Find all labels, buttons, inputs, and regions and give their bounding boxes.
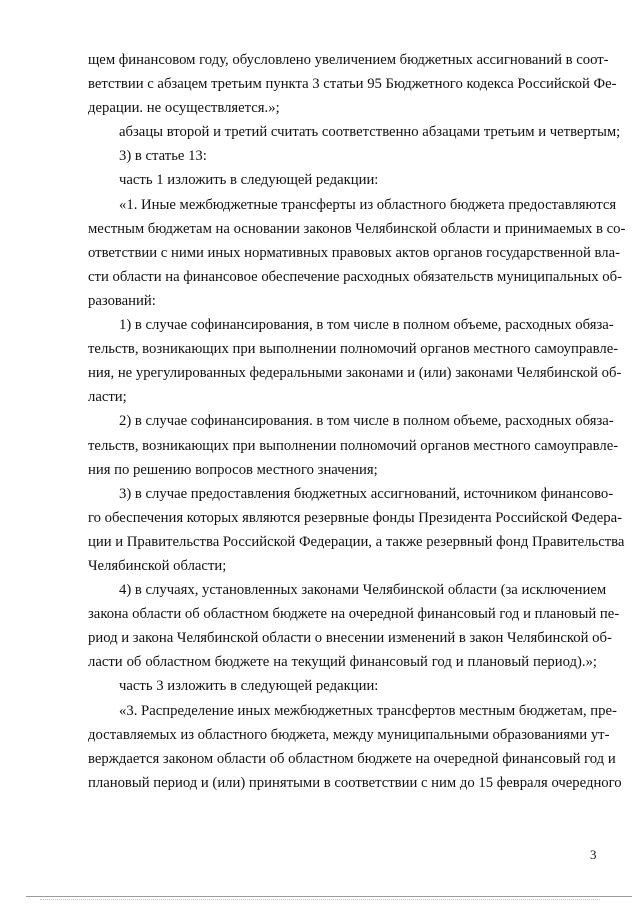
text-line: тельств, возникающих при выполнении полномочий органов местного самоуправле-: [88, 341, 619, 358]
text-line: «1. Иные межбюджетные трансферты из областного бюджета предоставляются: [119, 196, 617, 213]
text-line: ласти;: [88, 389, 127, 406]
text-line: верждается законом области об областном бюджете на очередной финансовый год и: [88, 750, 616, 767]
text-line: абзацы второй и третий считать соответственно абзацами третьим и четвертым;: [119, 124, 621, 141]
text-line: 4) в случаях, установленных законами Челябинской области (за исключением: [119, 582, 607, 599]
text-line: го обеспечения которых являются резервные фонды Президента Российской Федера-: [88, 509, 622, 526]
text-line: 2) в случае софинансирования. в том числе в полном объеме, расходных обяза-: [119, 413, 614, 430]
text-line: плановый период и (или) принятыми в соответствии с ним до 15 февраля очередного: [88, 774, 622, 791]
text-line: ответствии с ними иных нормативных правовых актов органов государственной вла-: [88, 244, 620, 261]
text-line: ветствии с абзацем третьим пункта 3 статьи 95 Бюджетного кодекса Российской Фе-: [88, 76, 617, 93]
text-line: риод и закона Челябинской области о внесении изменений в закон Челябинской об-: [88, 630, 612, 647]
text-line: закона области об областном бюджете на очередной финансовый год и плановый пе-: [88, 606, 620, 623]
text-line: доставляемых из областного бюджета, между муниципальными образованиями ут-: [88, 726, 610, 743]
text-line: сти области на финансовое обеспечение расходных обязательств муниципальных об-: [88, 268, 623, 285]
text-line: местным бюджетам на основании законов Челябинской области и принимаемых в со-: [88, 220, 626, 237]
document-body: [88, 48, 626, 795]
text-line: часть 3 изложить в следующей редакции:: [119, 678, 379, 695]
text-line: ции и Правительства Российской Федерации, а также резервный фонд Правительства: [88, 533, 625, 550]
text-line: ния по решению вопросов местного значения;: [88, 461, 378, 478]
text-line: ласти об областном бюджете на текущий финансовый год и плановый период).»;: [88, 654, 597, 671]
page-bottom-rule: [26, 896, 632, 897]
text-line: часть 1 изложить в следующей редакции:: [119, 172, 379, 189]
page-bottom-scan-edge: [40, 899, 600, 900]
text-line: «3. Распределение иных межбюджетных трансфертов местным бюджетам, пре-: [119, 702, 617, 719]
text-line: ния, не урегулированных федеральными законами и (или) законами Челябинской об-: [88, 365, 622, 382]
text-line: 3) в случае предоставления бюджетных ассигнований, источником финансово-: [119, 485, 614, 502]
text-line: дерации. не осуществляется.»;: [88, 100, 280, 117]
page-number: 3: [590, 847, 597, 862]
text-line: разований:: [88, 292, 156, 309]
text-line: 1) в случае софинансирования, в том числе в полном объеме, расходных обяза-: [119, 317, 614, 334]
text-line: щем финансовом году, обусловлено увеличением бюджетных ассигнований в соот-: [88, 52, 609, 68]
text-line: Челябинской области;: [88, 557, 227, 574]
text-line: тельств, возникающих при выполнении полномочий органов местного самоуправле-: [88, 437, 619, 454]
text-line: 3) в статье 13:: [119, 148, 207, 165]
